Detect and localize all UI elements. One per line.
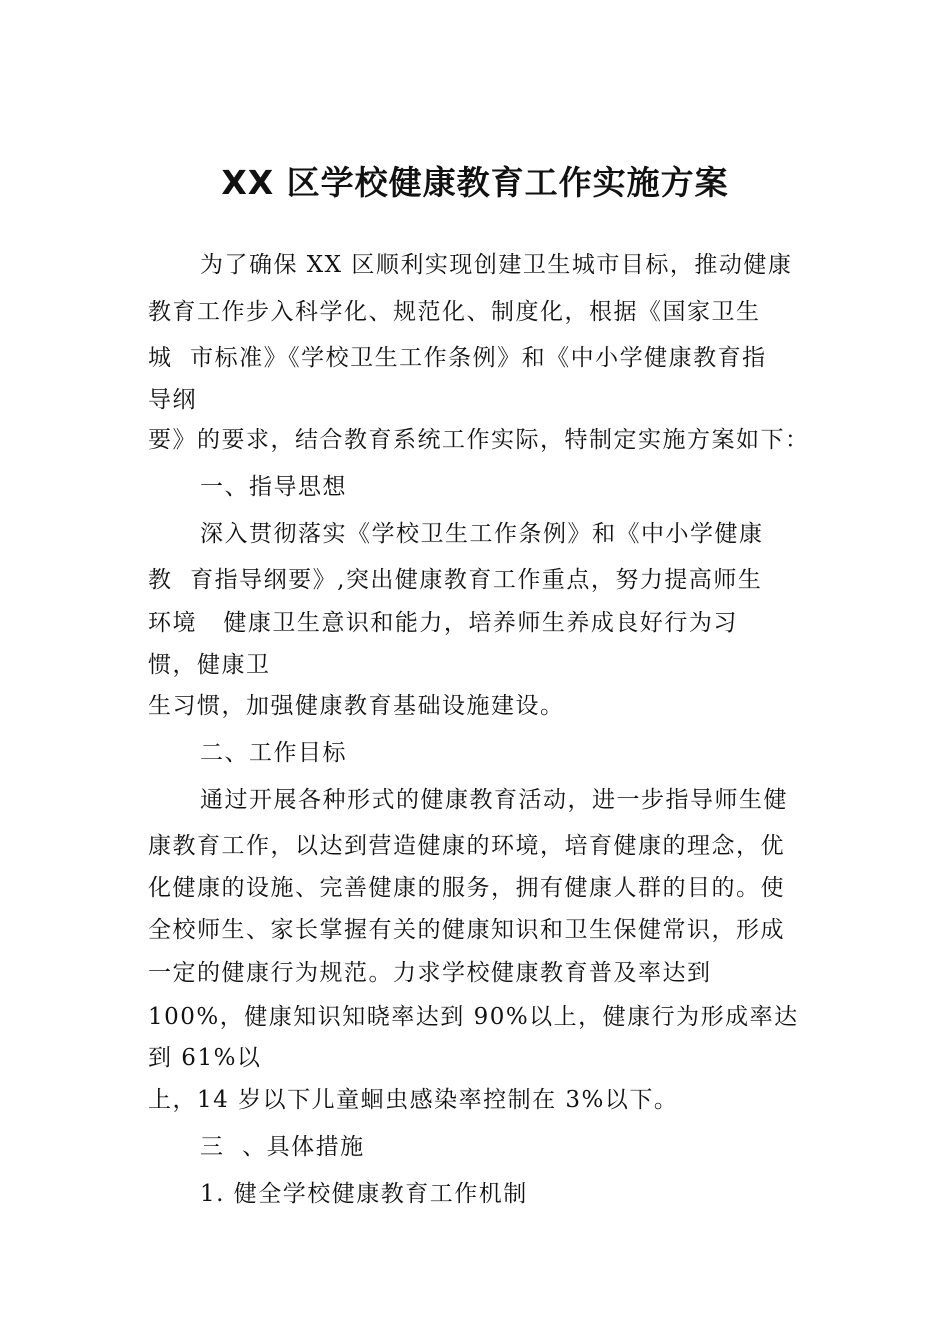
paragraph-line: 生习惯，加强健康教育基础设施建设。 <box>148 693 565 719</box>
paragraph-line: 化健康的设施、完善健康的服务，拥有健康人群的目的。使 <box>148 875 785 901</box>
paragraph-line: 惯，健康卫 <box>148 652 271 678</box>
paragraph-line: 到 61%以 <box>148 1045 262 1071</box>
paragraph-line: 导纲 <box>148 387 197 413</box>
paragraph-line: 一定的健康行为规范。力求学校健康教育普及率达到 <box>148 960 712 986</box>
paragraph-line: 教育工作步入科学化、规范化、制度化，根据《国家卫生 <box>148 299 761 325</box>
section-heading: 三 、具体措施 <box>200 1134 365 1160</box>
paragraph-line: 要》的要求，结合教育系统工作实际，特制定实施方案如下： <box>148 427 810 453</box>
paragraph-line: 通过开展各种形式的健康教育活动，进一步指导师生健 <box>200 787 788 813</box>
paragraph-line: 上，14 岁以下儿童蛔虫感染率控制在 3%以下。 <box>148 1087 679 1113</box>
paragraph-line: 康教育工作，以达到营造健康的环境，培育健康的理念，优 <box>148 833 785 859</box>
paragraph-line: 城 市标准》《学校卫生工作条例》和《中小学健康教育指 <box>148 345 767 371</box>
document-title: XX 区学校健康教育工作实施方案 <box>221 163 729 202</box>
section-heading: 一、指导思想 <box>200 474 347 500</box>
subsection-heading: 1. 健全学校健康教育工作机制 <box>200 1181 528 1207</box>
paragraph-line: 全校师生、家长掌握有关的健康知识和卫生保健常识，形成 <box>148 917 785 943</box>
paragraph-line: 深入贯彻落实《学校卫生工作条例》和《中小学健康 <box>200 521 764 547</box>
paragraph-line: 100%，健康知识知晓率达到 90%以上，健康行为形成率达 <box>148 1004 799 1030</box>
section-heading: 二、工作目标 <box>200 740 347 766</box>
paragraph-line: 环境 健康卫生意识和能力，培养师生养成良好行为习 <box>148 610 738 636</box>
paragraph-line: 教 育指导纲要》,突出健康教育工作重点，努力提高师生 <box>148 567 763 593</box>
paragraph-line: 为了确保 XX 区顺利实现创建卫生城市目标，推动健康 <box>200 252 793 278</box>
